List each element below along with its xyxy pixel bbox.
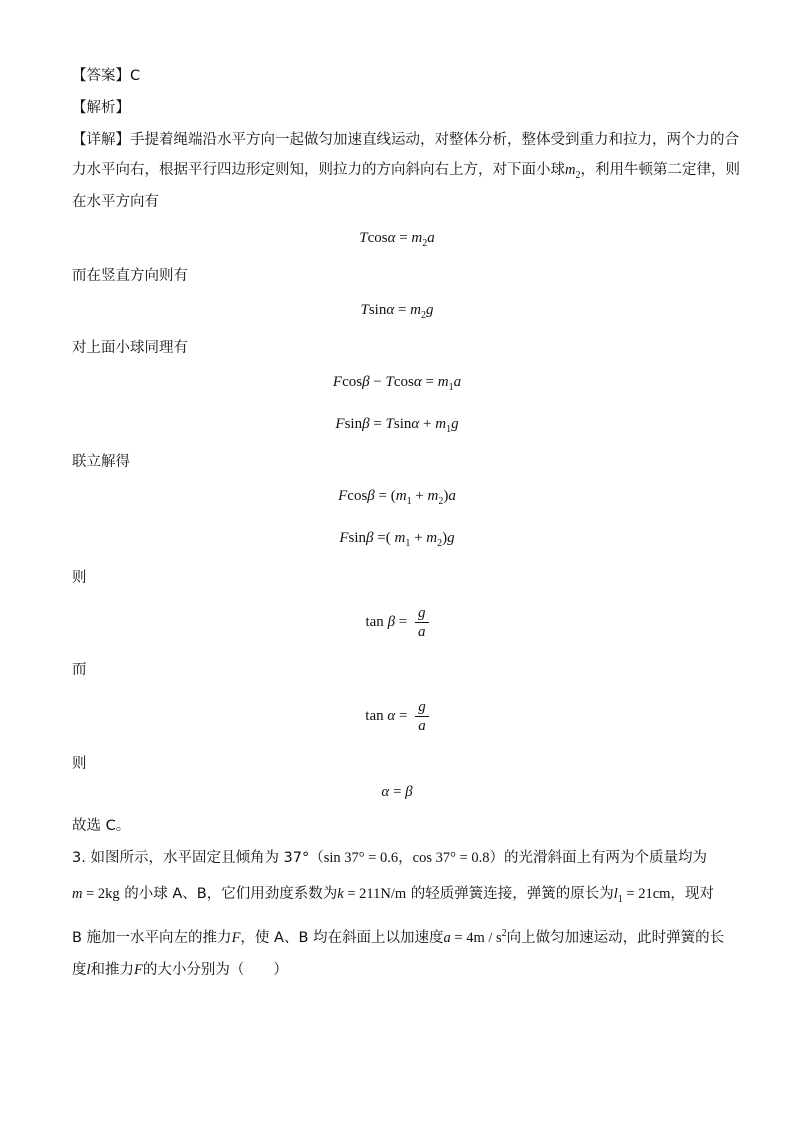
eq4-sub: 1 — [446, 424, 452, 435]
eq6-plus: + — [410, 530, 427, 546]
q3-l4-f: F — [134, 962, 143, 978]
eq9-equals: = — [389, 784, 406, 800]
detail-text-2a: 力水平向右，根据平行四边形定则知，则拉力的方向斜向右上方，对下面小球 — [72, 162, 565, 178]
equation-5 — [0, 486, 794, 512]
eq8-tan: tan — [365, 707, 388, 724]
eq7-beta: β — [387, 613, 396, 630]
eq6-paren: ) — [442, 530, 448, 546]
detail-line-3 — [72, 192, 159, 212]
equation-8 — [0, 698, 794, 735]
question3-line-3 — [72, 924, 724, 948]
eq6-equals: =( — [373, 530, 395, 546]
analysis-heading — [72, 98, 130, 118]
and-line — [72, 660, 87, 680]
q3-l2c: 的小球 A、B，它们用劲度系数为 — [119, 886, 338, 902]
eq3-cos2: cos — [393, 374, 414, 390]
eq3-m: m — [437, 374, 449, 390]
equation-4 — [0, 414, 794, 440]
eq3-a: a — [453, 374, 462, 390]
detail-line-2 — [72, 160, 740, 186]
eq2-equals: = — [394, 302, 411, 318]
eq4-m: m — [435, 416, 447, 432]
eq6-m1: m — [394, 530, 406, 546]
eq5-m1: m — [395, 488, 407, 504]
eq6-beta: β — [366, 530, 374, 546]
eq2-m: m — [410, 302, 422, 318]
q3-l1c: ， — [398, 850, 413, 866]
eq6-sub2: 2 — [437, 538, 443, 549]
eq8-equals: = — [395, 707, 412, 724]
vertical-line — [72, 266, 188, 286]
eq5-beta: β — [367, 488, 375, 504]
q3-avalue: = 4m / s — [450, 929, 502, 946]
eq5-f: F — [338, 488, 348, 504]
eq6-sub1: 1 — [405, 538, 411, 549]
detail-text-1: 手提着绳端沿水平方向一起做匀加速直线运动，对整体分析，整体受到重力和拉力，两个力的合 — [130, 132, 739, 148]
detail-text-3: 在水平方向有 — [72, 194, 159, 210]
eq2-g: g — [426, 302, 434, 318]
eq8-denominator: a — [418, 718, 426, 734]
question3-line-2 — [72, 884, 714, 910]
eq4-g: g — [451, 416, 459, 432]
eq7-denominator: a — [418, 624, 426, 640]
eq9-beta: β — [405, 784, 413, 800]
eq3-alpha: α — [413, 374, 422, 390]
eq5-a: a — [448, 488, 456, 504]
eq2-sub: 2 — [421, 310, 427, 321]
conclusion-line — [72, 816, 130, 836]
q3-m: m — [72, 886, 83, 902]
equation-6 — [0, 528, 794, 554]
answer-value: C — [130, 68, 141, 84]
q3-kvalue: = 211N/m — [343, 886, 407, 902]
eq5-sub2: 2 — [438, 496, 444, 507]
eq3-minus: − — [369, 374, 386, 390]
eq4-t: T — [385, 416, 394, 432]
eq7-tan: tan — [365, 613, 388, 630]
equation-1 — [0, 228, 794, 254]
solve-line — [72, 452, 130, 472]
q3-k: k — [337, 886, 344, 902]
q3-l: l — [613, 886, 618, 902]
upper-line — [72, 338, 188, 358]
solve-text: 联立解得 — [72, 454, 130, 470]
equation-2 — [0, 300, 794, 326]
q3-l3c: ，使 A、B 均在斜面上以加速度 — [240, 929, 444, 946]
eq1-cos: cos — [367, 230, 388, 246]
eq6-m2: m — [426, 530, 438, 546]
eq5-m2: m — [427, 488, 439, 504]
answer-line — [72, 66, 140, 86]
eq1-alpha: α — [387, 230, 396, 246]
eq5-plus: + — [411, 488, 428, 504]
eq5-cos: cos — [347, 488, 368, 504]
eq6-f: F — [339, 530, 349, 546]
then-text-1: 则 — [72, 570, 87, 586]
eq2-alpha: α — [386, 302, 395, 318]
eq3-t: T — [385, 374, 394, 390]
eq7-numerator: g — [415, 604, 429, 623]
then-line-2 — [72, 754, 87, 774]
eq1-m: m — [411, 230, 423, 246]
q3-sin37: sin 37° = 0.6 — [323, 850, 399, 866]
q3-lsub: 1 — [617, 893, 623, 905]
eq3-cos1: cos — [342, 374, 363, 390]
eq3-beta: β — [362, 374, 370, 390]
q3-lvalue: = 21cm — [622, 886, 671, 902]
vertical-text: 而在竖直方向则有 — [72, 268, 188, 284]
eq1-t: T — [359, 230, 368, 246]
question3-line-4 — [72, 960, 288, 980]
eq5-equals: = ( — [374, 488, 396, 504]
eq6-g: g — [447, 530, 455, 546]
eq4-sin1: sin — [344, 416, 363, 432]
q3-l4-l: l — [86, 962, 91, 978]
q3-mass: = 2kg — [82, 886, 120, 902]
eq1-a: a — [427, 230, 435, 246]
eq7-fraction — [415, 604, 429, 641]
detail-text-2b: ，利用牛顿第二定律，则 — [580, 162, 740, 178]
eq5-sub1: 1 — [406, 496, 412, 507]
analysis-tag: 【解析】 — [72, 100, 130, 116]
eq4-f: F — [335, 416, 345, 432]
q3-l4e: 的大小分别为（ ） — [142, 962, 288, 978]
equation-3 — [0, 372, 794, 398]
eq2-sin: sin — [368, 302, 387, 318]
eq3-equals: = — [421, 374, 438, 390]
q3-l3g: 向上做匀加速运动，此时弹簧的长 — [506, 929, 725, 946]
equation-7 — [0, 604, 794, 641]
eq4-alpha: α — [411, 416, 420, 432]
eq3-f: F — [332, 374, 343, 390]
mass-symbol: m — [565, 162, 576, 178]
equation-9 — [0, 782, 794, 802]
q3-l3a: B 施加一水平向左的推力 — [72, 929, 232, 946]
answer-tag: 【答案】 — [72, 68, 130, 84]
eq3-sub: 1 — [448, 382, 454, 393]
q3-l4c: 和推力 — [90, 962, 135, 978]
eq6-sin: sin — [348, 530, 367, 546]
q3-cos37: cos 37° = 0.8 — [412, 850, 490, 866]
q3-l1e: ）的光滑斜面上有两为个质量均为 — [489, 850, 707, 866]
eq2-t: T — [360, 302, 369, 318]
eq7-equals: = — [395, 613, 412, 630]
mass-subscript: 2 — [575, 169, 581, 181]
q3-l1a: 3. 如图所示，水平固定且倾角为 37°（ — [72, 850, 324, 866]
q3-f: F — [231, 929, 241, 946]
q3-asup: 2 — [501, 928, 507, 939]
eq8-numerator: g — [415, 698, 429, 717]
eq8-alpha: α — [387, 707, 396, 724]
eq4-beta: β — [362, 416, 370, 432]
then-text-2: 则 — [72, 756, 87, 772]
detail-line-1 — [72, 130, 739, 150]
upper-text: 对上面小球同理有 — [72, 340, 188, 356]
eq1-equals: = — [395, 230, 412, 246]
q3-l2f: 的轻质弹簧连接，弹簧的原长为 — [406, 886, 614, 902]
eq4-equals: = — [369, 416, 386, 432]
question3-line-1 — [72, 848, 707, 868]
conclusion-text: 故选 C。 — [72, 818, 131, 834]
eq8-fraction — [415, 698, 429, 735]
eq4-sin2: sin — [393, 416, 412, 432]
eq5-paren: ) — [443, 488, 449, 504]
eq1-sub: 2 — [422, 238, 428, 249]
detail-tag: 【详解】 — [72, 132, 130, 148]
q3-l4a: 度 — [72, 962, 87, 978]
eq4-plus: + — [419, 416, 436, 432]
then-line-1 — [72, 568, 87, 588]
q3-a: a — [443, 929, 451, 946]
eq9-alpha: α — [381, 784, 390, 800]
q3-l2j: ，现对 — [670, 886, 714, 902]
and-text: 而 — [72, 662, 87, 678]
